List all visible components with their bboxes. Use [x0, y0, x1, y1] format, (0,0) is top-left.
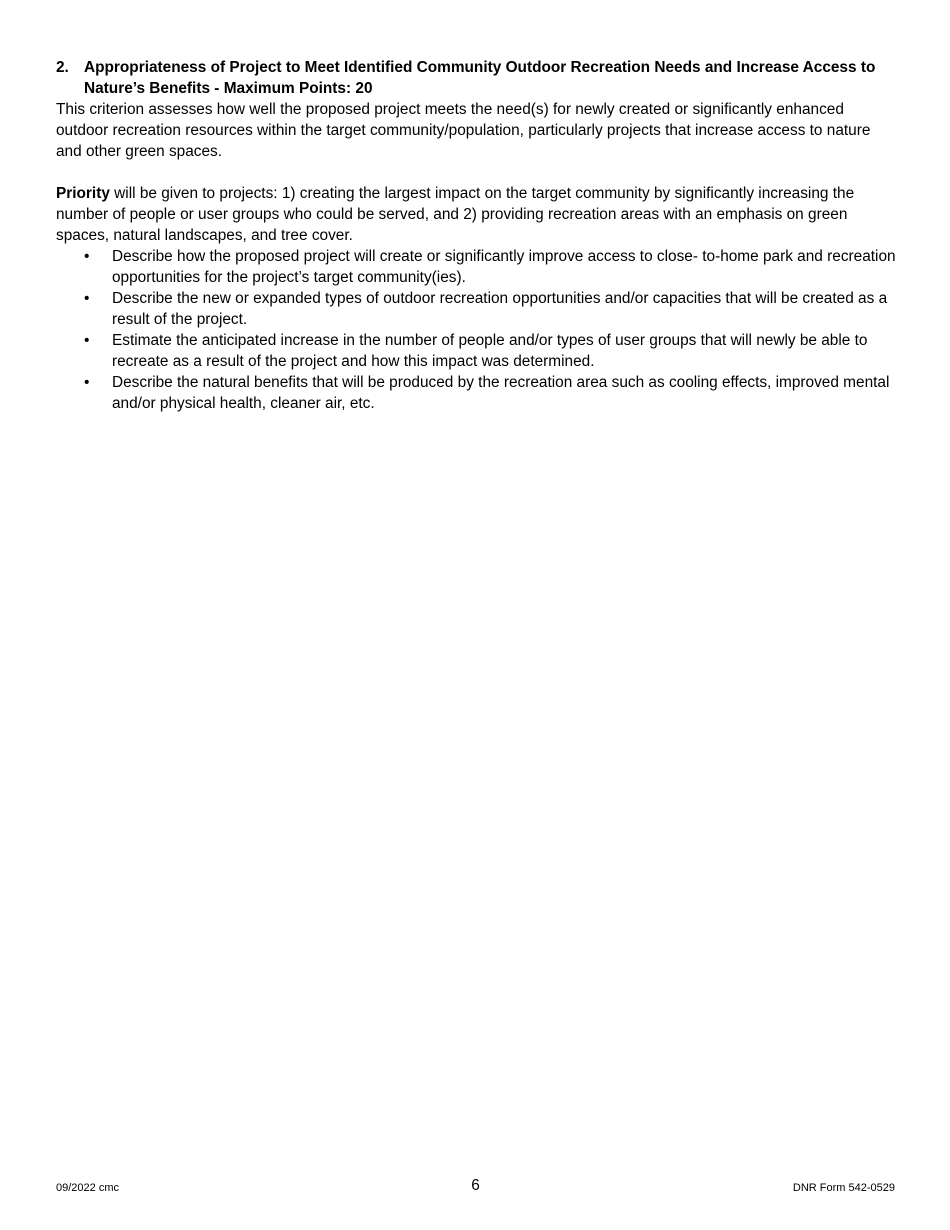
priority-text: will be given to projects: 1) creating the largest impact on the target community by significantly increasing the number of people or user groups who could be served, and 2) providing recreation areas with an emphasis on green spaces, natural landscapes, and tree cover. — [56, 185, 855, 244]
bullet-icon: • — [84, 290, 90, 307]
list-item — [56, 246, 898, 288]
page-content — [56, 57, 898, 414]
section-number: 2. — [56, 59, 69, 76]
bullet-text: Describe how the proposed project will create or significantly improve access to close- to-home park and recreation opportunities for the project’s target community(ies). — [112, 248, 896, 286]
section-title: Appropriateness of Project to Meet Identified Community Outdoor Recreation Needs and Increase Access to Nature’s Benefits - Maximum Points: 20 — [84, 59, 876, 97]
footer-date-code: 09/2022 cmc — [56, 1182, 119, 1194]
criteria-bullet-list — [56, 246, 898, 414]
bullet-text: Estimate the anticipated increase in the number of people and/or types of user groups that will newly be able to recreate as a result of the project and how this impact was determined. — [112, 332, 868, 370]
list-item — [56, 288, 898, 330]
page-number: 6 — [471, 1177, 480, 1194]
page-footer — [56, 1177, 895, 1197]
section-intro: This criterion assesses how well the proposed project meets the need(s) for newly created or significantly enhanced outdoor recreation resources within the target community/population, particularly projects that increase access to nature and other green spaces. — [56, 101, 871, 160]
priority-paragraph — [56, 183, 898, 246]
bullet-icon: • — [84, 374, 90, 391]
bullet-icon: • — [84, 332, 90, 349]
priority-label: Priority — [56, 185, 110, 202]
paragraph-spacer — [56, 162, 898, 183]
list-item — [56, 330, 898, 372]
bullet-text: Describe the natural benefits that will be produced by the recreation area such as cooling effects, improved mental and/or physical health, cleaner air, etc. — [112, 374, 890, 412]
footer-form-number: DNR Form 542-0529 — [792, 1182, 895, 1194]
section-heading — [56, 57, 898, 99]
bullet-icon: • — [84, 248, 90, 265]
list-item — [56, 372, 898, 414]
bullet-text: Describe the new or expanded types of outdoor recreation opportunities and/or capacities that will be created as a result of the project. — [112, 290, 888, 328]
